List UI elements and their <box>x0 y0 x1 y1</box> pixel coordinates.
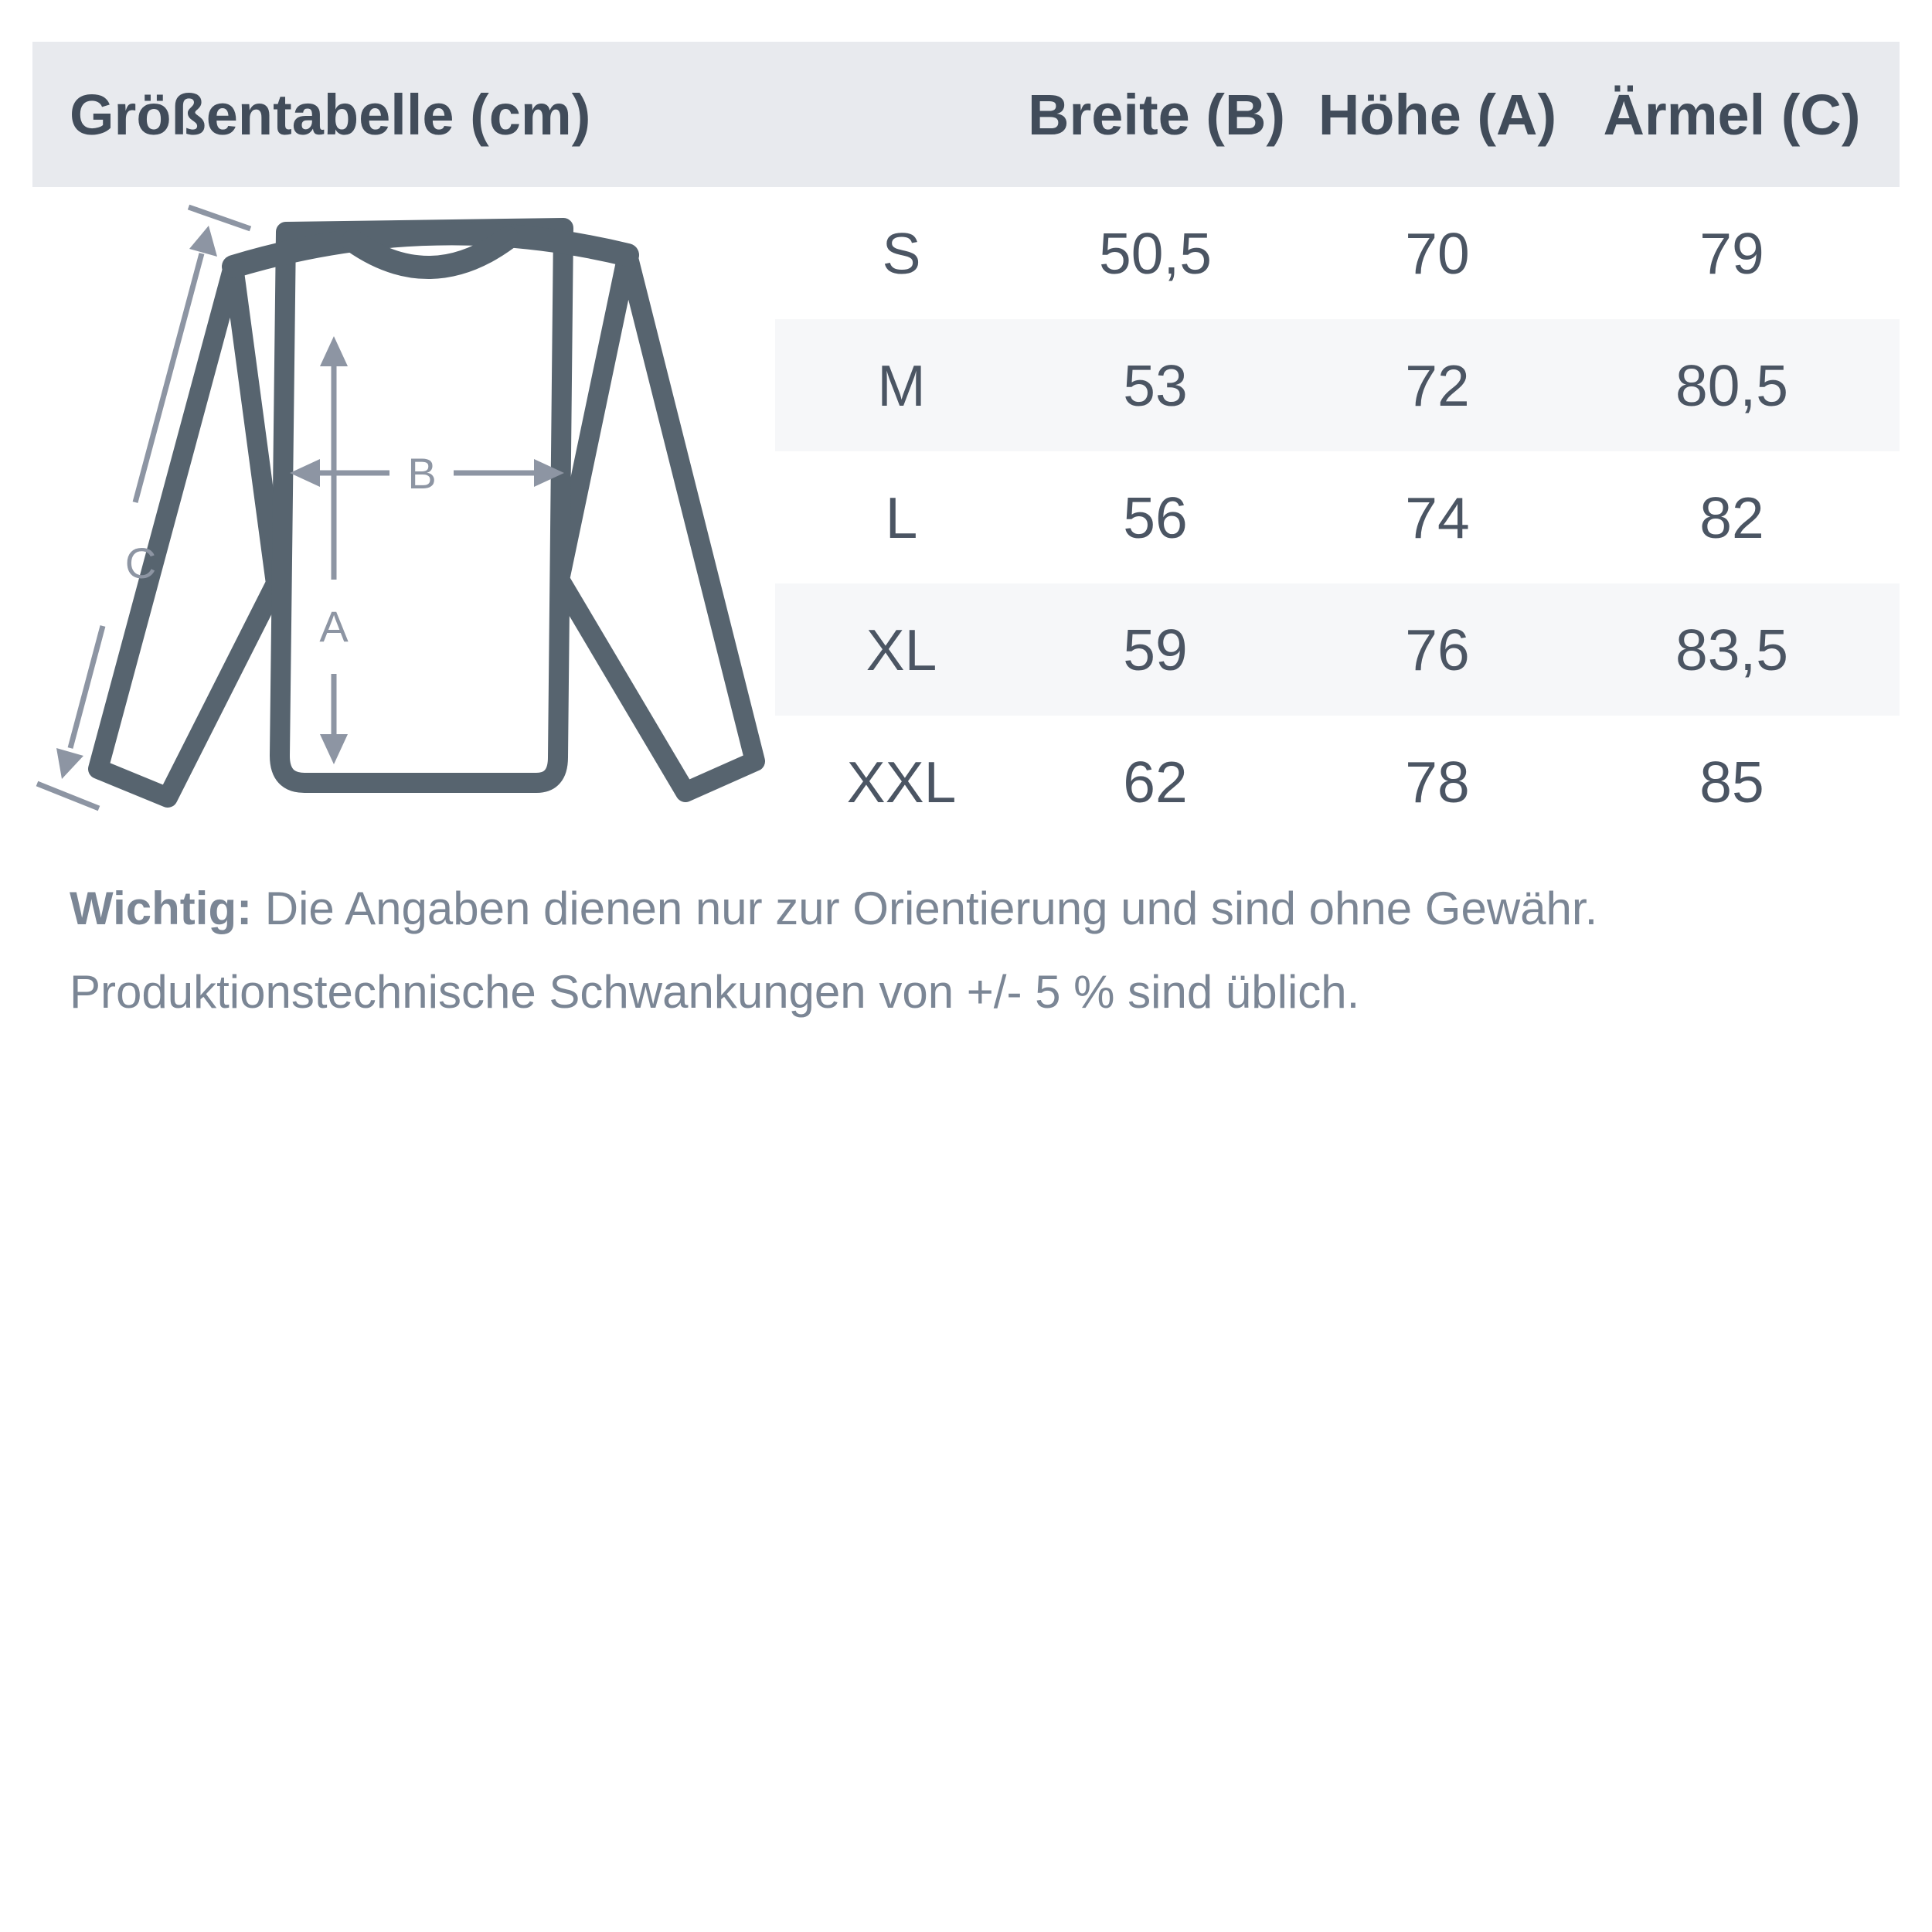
aermel-value: 82 <box>1699 485 1764 550</box>
table-row-l <box>775 451 1900 583</box>
arrow-c-head-down <box>56 748 83 779</box>
hoehe-value: 76 <box>1405 617 1470 682</box>
breite-value: 53 <box>1123 352 1188 418</box>
disclaimer-line-2: Produktionstechnische Schwankungen von +/- 5 % sind üblich. <box>70 966 1360 1018</box>
size-label: S <box>882 220 921 286</box>
size-label: XL <box>866 617 937 682</box>
arrow-c-shaft-bottom <box>70 626 103 748</box>
sweater-outline <box>98 228 755 798</box>
size-table <box>775 187 1900 850</box>
arrow-c-tick-top <box>189 207 250 229</box>
table-header <box>32 42 1900 187</box>
aermel-value: 80,5 <box>1675 352 1788 418</box>
breite-value: 62 <box>1123 749 1188 815</box>
label-c: C <box>124 539 157 587</box>
sweater-illustration <box>32 193 775 850</box>
aermel-value: 83,5 <box>1675 617 1788 682</box>
size-label: XXL <box>846 749 957 815</box>
size-label: M <box>877 352 926 418</box>
disclaimer-label: Wichtig: <box>70 883 253 934</box>
body-panel <box>280 228 563 783</box>
disclaimer-line-1 <box>70 867 1893 951</box>
hoehe-value: 72 <box>1405 352 1470 418</box>
left-sleeve <box>98 267 276 798</box>
chart-content <box>32 187 1900 850</box>
column-header-hoehe: Höhe (A) <box>1318 82 1557 147</box>
size-label: L <box>885 485 918 550</box>
aermel-value: 79 <box>1699 220 1764 286</box>
breite-value: 59 <box>1123 617 1188 682</box>
page-title: Größentabelle (cm) <box>70 82 591 147</box>
table-row-xxl <box>775 716 1900 848</box>
hoehe-value: 74 <box>1405 485 1470 550</box>
table-row-s <box>775 187 1900 319</box>
breite-value: 56 <box>1123 485 1188 550</box>
hoehe-value: 70 <box>1405 220 1470 286</box>
column-header-breite: Breite (B) <box>1028 82 1286 147</box>
disclaimer-text-1: Die Angaben dienen nur zur Orientierung und sind ohne Gewähr. <box>252 883 1598 934</box>
table-row-m <box>775 319 1900 451</box>
label-b: B <box>407 449 437 498</box>
table-row-xl <box>775 583 1900 716</box>
sweater-measurement-diagram <box>32 187 775 850</box>
right-sleeve <box>560 255 755 792</box>
disclaimer-note <box>70 867 1893 1034</box>
column-header-aermel: Ärmel (C) <box>1603 82 1861 147</box>
label-a: A <box>319 602 349 651</box>
breite-value: 50,5 <box>1099 220 1212 286</box>
arrow-c-head-up <box>189 226 217 257</box>
hoehe-value: 78 <box>1405 749 1470 815</box>
arrow-c-tick-bottom <box>37 784 99 808</box>
aermel-value: 85 <box>1699 749 1764 815</box>
